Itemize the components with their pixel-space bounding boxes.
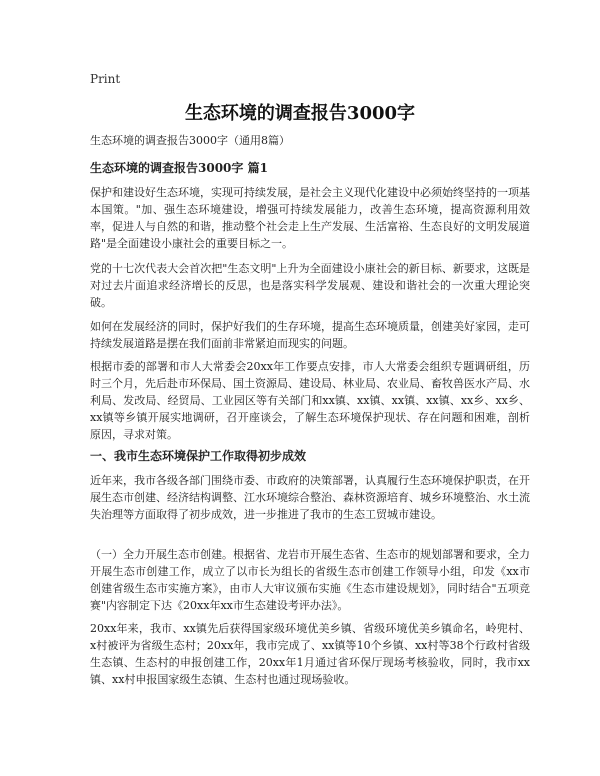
paragraph-text: 根据市委的部署和市人大常委会20xx年工作要点安排，市人大常委会组织专题调研组，历时三个月，先后赴市环保局、国土资源局、建设局、林业局、农业局、畜牧兽医水产局、水利局、发改局、经贸局、工业园区等有关部门和xx镇、xx镇、xx镇、xx镇、xx乡、xx乡、xx镇等乡镇开展实地调研，召开座谈会，了解生态环境保护现状、存在问题和困难，剖析原因，寻求对策。	[90, 360, 530, 441]
paragraph-text: 如何在发展经济的同时，保护好我们的生存环境，提高生态环境质量，创建美好家园，走可持续发展道路是摆在我们面前非常紧迫而现实的问题。	[90, 320, 530, 350]
paragraph	[90, 546, 530, 614]
paragraph	[90, 184, 530, 252]
paragraph	[90, 472, 530, 523]
paragraph-text: 近年来，我市各级各部门围绕市委、市政府的决策部署，认真履行生态环境保护职责，在开展生态市创建、经济结构调整、江水环境综合整治、森林资源培育、城乡环境整治、水土流失治理等方面取得了初步成效，进一步推进了我市的生态工贸城市建设。	[90, 474, 530, 521]
paragraph-text: 保护和建设好生态环境，实现可持续发展，是社会主义现代化建设中必须始终坚持的一项基本国策。"加、强生态环境建设，增强可持续发展能力，改善生态环境，提高资源利用效率，促进人与自然的和谐，推动整个社会走上生产发展、生活富裕、生态良好的文明发展道路"是全面建设小康社会的重要目标之一。	[90, 186, 530, 250]
paragraph-text: （一）全力开展生态市创建。根据省、龙岩市开展生态省、生态市的规划部署和要求，全力开展生态市创建工作，成立了以市长为组长的省级生态市创建工作领导小组，印发《xx市创建省级生态市实施方案》，由市人大审议颁布实施《生态市建设规划》，同时结合"五项竞赛"内容制定下达《20xx年xx市生态建设考评办法》。	[90, 548, 530, 612]
paragraph-text: 20xx年来，我市、xx镇先后获得国家级环境优美乡镇、省级环境优美乡镇命名，岭兜村、x村被评为省级生态村；20xx年，我市完成了、xx镇等10个乡镇、xx村等38个行政村省级生态镇、生态村的申报创建工作，20xx年1月通过省环保厅现场考核验收，同时，我市xx镇、xx村申报国家级生态镇、生态村也通过现场验收。	[90, 622, 530, 686]
paragraph-text: 党的十七次代表大会首次把"生态文明"上升为全面建设小康社会的新目标、新要求，这既是对过去片面追求经济增长的反思，也是落实科学发展观、建设和谐社会的一次重大理论突破。	[90, 262, 530, 309]
document-title: 生态环境的调查报告3000字	[184, 103, 416, 124]
print-label: Print	[90, 72, 121, 86]
paragraph	[90, 318, 530, 352]
document-subtitle: 生态环境的调查报告3000字（通用8篇）	[90, 134, 290, 147]
paragraph	[90, 260, 530, 311]
paragraph	[90, 620, 530, 688]
piece-heading: 生态环境的调查报告3000字 篇1	[90, 161, 268, 175]
paragraph	[90, 358, 530, 443]
section-heading: 一、我市生态环境保护工作取得初步成效	[90, 449, 307, 463]
